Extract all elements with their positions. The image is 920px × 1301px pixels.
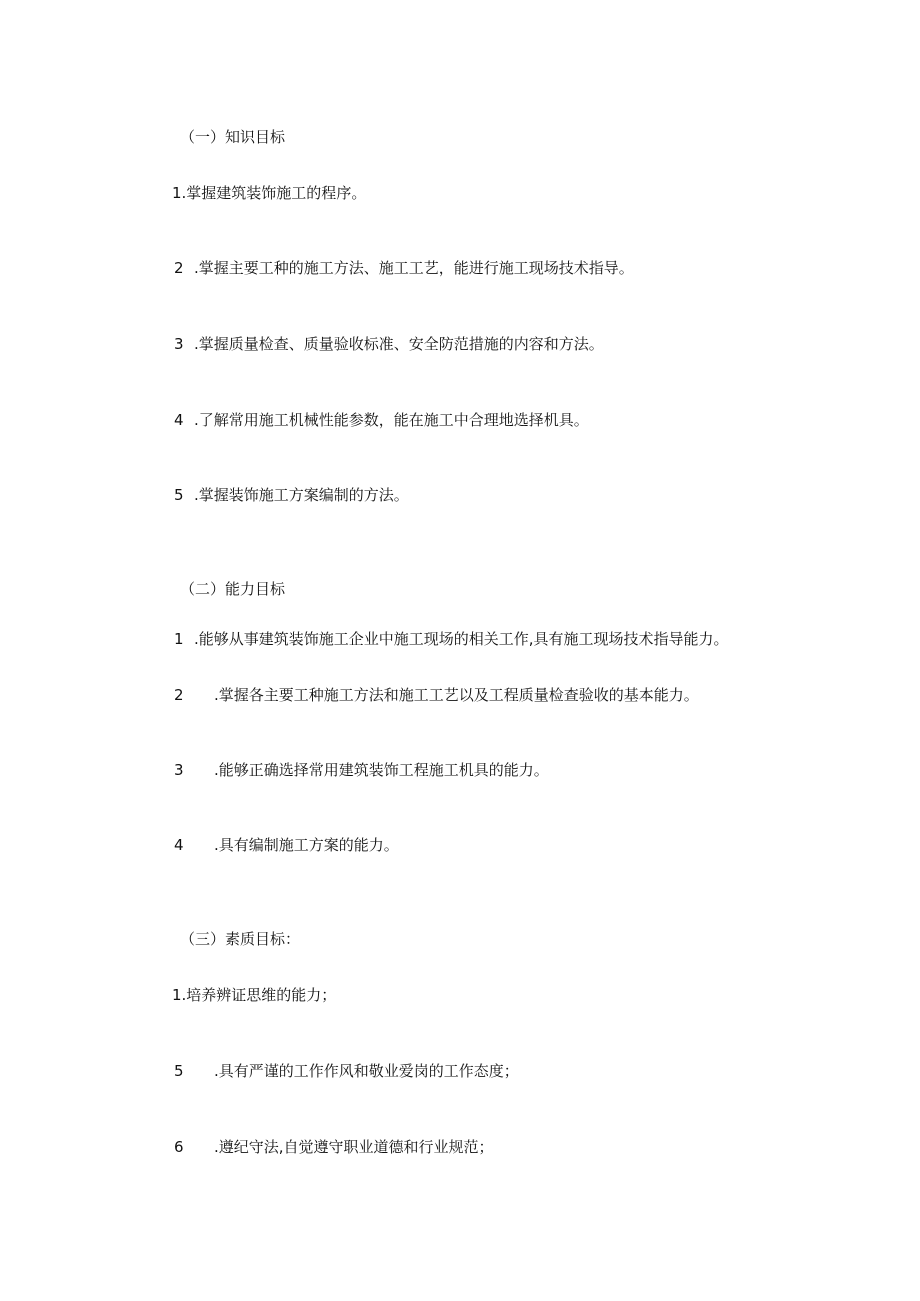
- list-item-number: 5: [174, 486, 184, 504]
- list-item-text: .掌握质量检查、质量验收标准、安全防范措施的内容和方法。: [194, 335, 604, 353]
- list-item-number: 5: [174, 1062, 184, 1080]
- list-item-text: .掌握主要工种的施工方法、施工工艺，能进行施工现场技术指导。: [194, 259, 634, 277]
- list-item-text: .遵纪守法,自觉遵守职业道德和行业规范；: [214, 1138, 494, 1156]
- list-item-text: .具有编制施工方案的能力。: [214, 836, 399, 854]
- list-item-number: 3: [174, 761, 184, 779]
- section-heading-knowledge: （一）知识目标: [180, 128, 286, 146]
- list-item-number: 4: [174, 411, 184, 429]
- list-item-number: 3: [174, 335, 184, 353]
- list-item-text: 1.掌握建筑装饰施工的程序。: [172, 184, 367, 202]
- list-item-text: .能够正确选择常用建筑装饰工程施工机具的能力。: [214, 761, 549, 779]
- list-item-number: 6: [174, 1138, 184, 1156]
- list-item-text: .掌握装饰施工方案编制的方法。: [194, 486, 409, 504]
- list-item-text: .具有严谨的工作作风和敬业爱岗的工作态度；: [214, 1062, 519, 1080]
- list-item-number: 4: [174, 836, 184, 854]
- list-item-text: .能够从事建筑装饰施工企业中施工现场的相关工作,具有施工现场技术指导能力。: [194, 630, 729, 648]
- section-heading-quality: （三）素质目标：: [180, 930, 301, 948]
- section-heading-ability: （二）能力目标: [180, 580, 286, 598]
- list-item-number: 2: [174, 259, 184, 277]
- list-item-text: .掌握各主要工种施工方法和施工工艺以及工程质量检查验收的基本能力。: [214, 686, 699, 704]
- list-item-number: 2: [174, 686, 184, 704]
- list-item-number: 1: [174, 630, 184, 648]
- list-item-text: .了解常用施工机械性能参数，能在施工中合理地选择机具。: [194, 411, 589, 429]
- list-item-text: 1.培养辨证思维的能力；: [172, 986, 337, 1004]
